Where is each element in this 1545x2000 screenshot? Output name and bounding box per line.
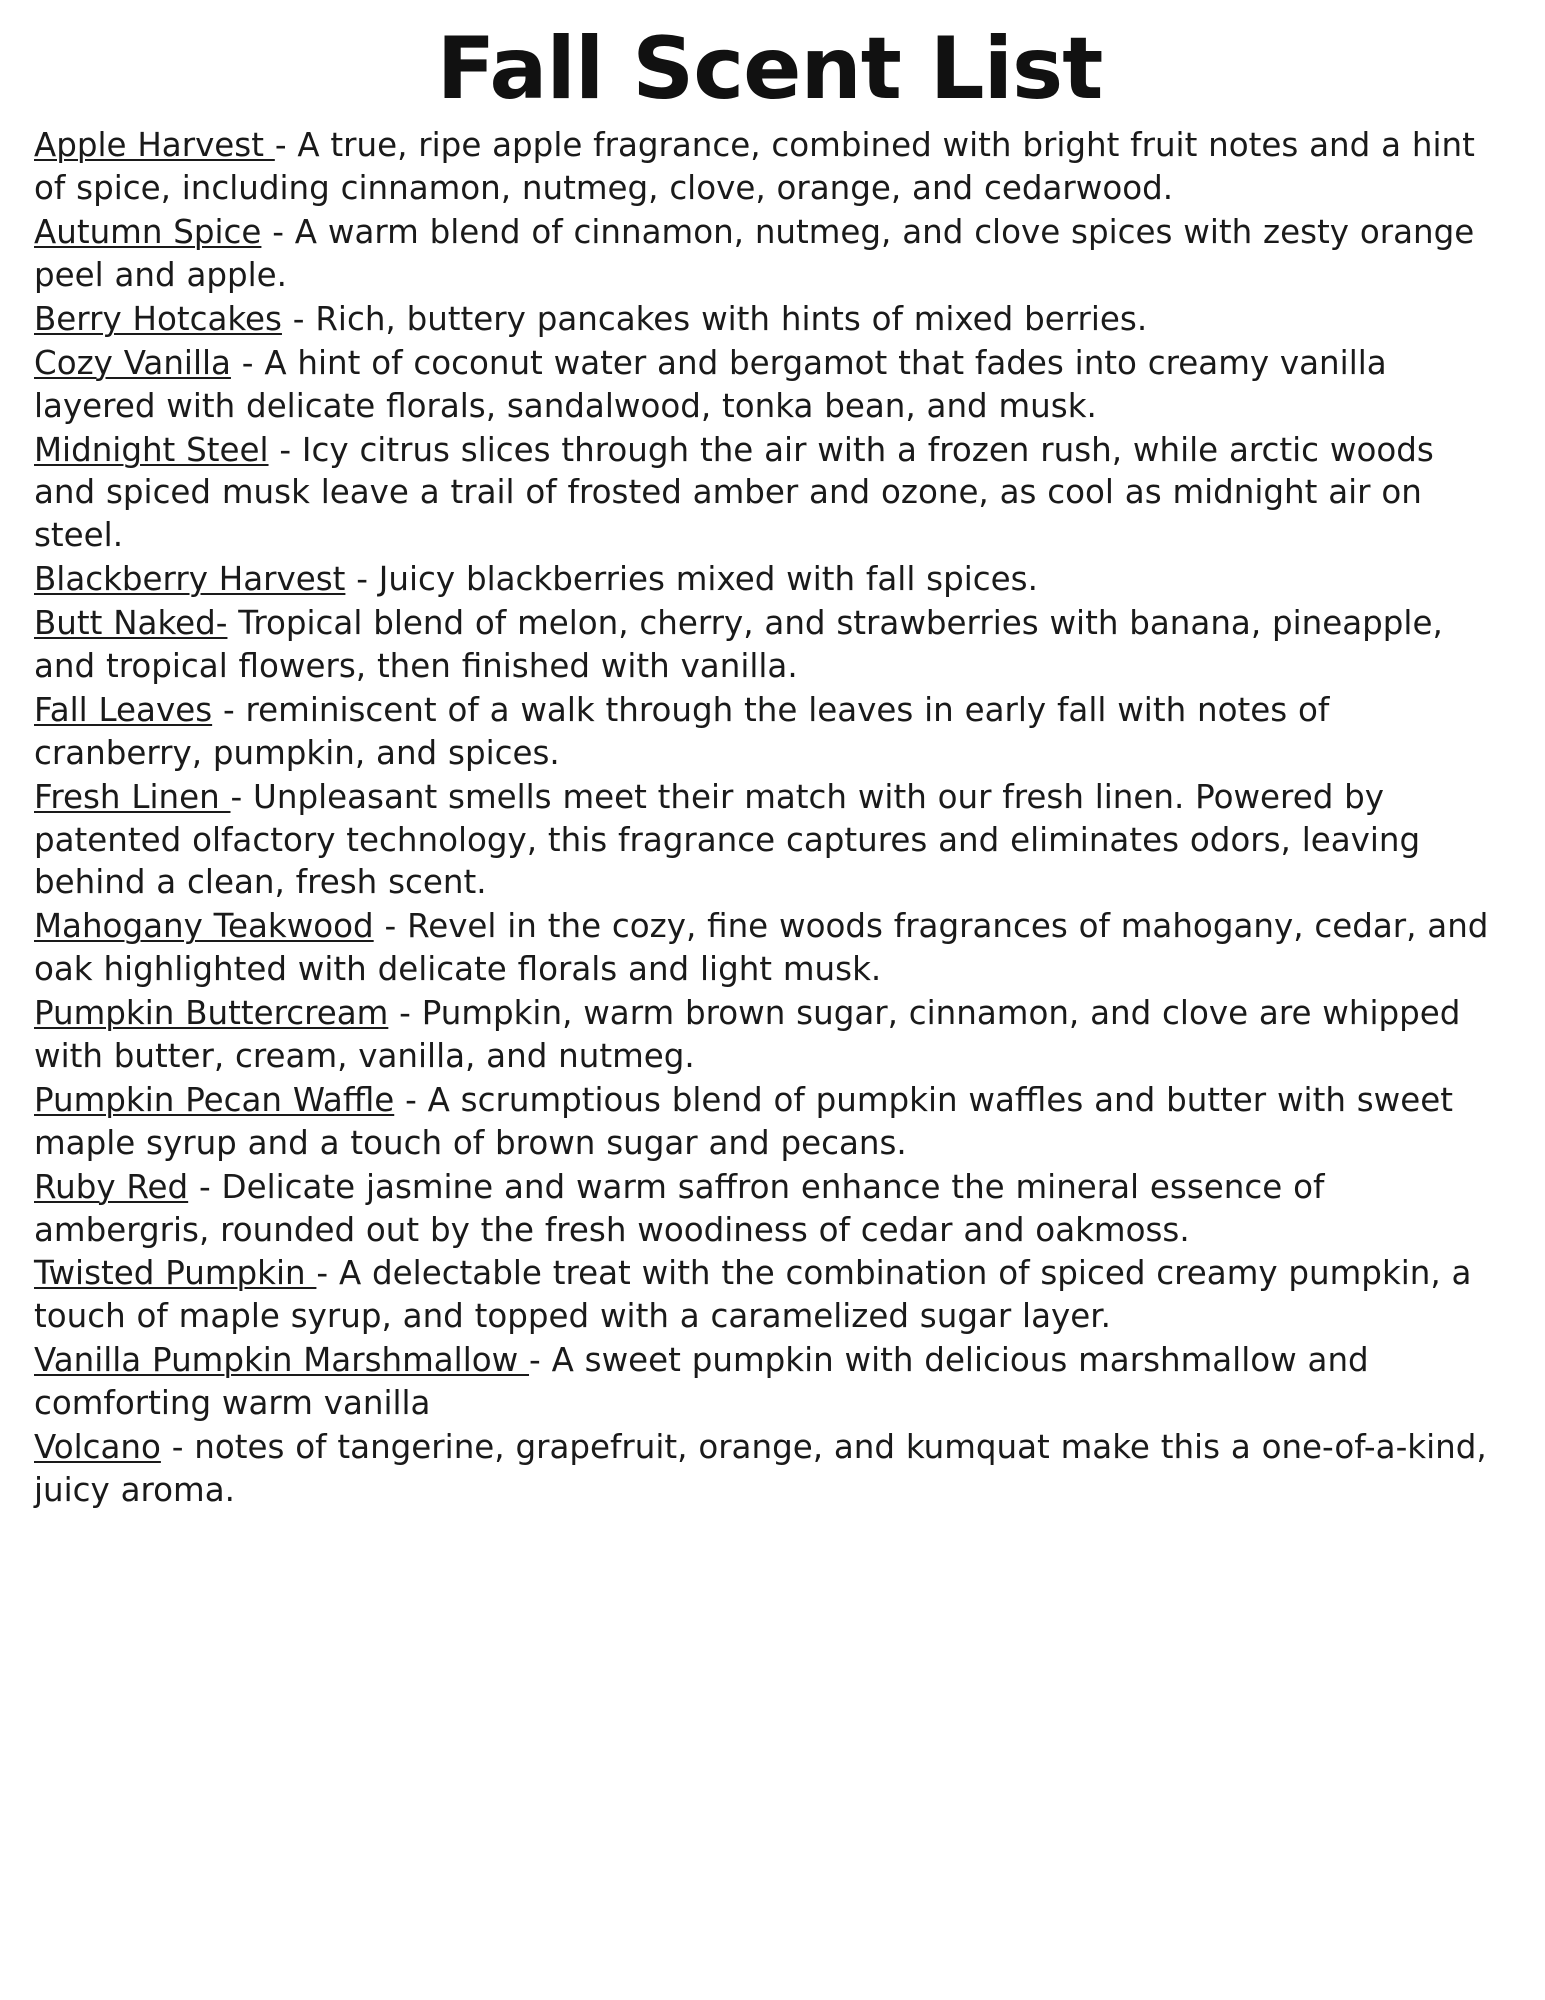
scent-name: Pumpkin Pecan Waffle (34, 1080, 395, 1119)
scent-name: Midnight Steel (34, 430, 269, 469)
scent-description: - Revel in the cozy, fine woods fragrances of mahogany, cedar, and oak highlighted with delicate florals and light musk. (34, 907, 1489, 989)
scent-name: Fall Leaves (34, 690, 213, 729)
scent-description: Tropical blend of melon, cherry, and strawberries with banana, pineapple, and tropical flowers, then finished with vanilla. (34, 604, 1443, 685)
list-item (34, 298, 1505, 341)
scent-description: - Rich, buttery pancakes with hints of mixed berries. (281, 299, 1148, 338)
list-item (34, 342, 1505, 428)
scent-description: - notes of tangerine, grapefruit, orange, and kumquat make this a one-of-a-kind, juicy aroma. (34, 1428, 1487, 1509)
list-item (34, 211, 1505, 297)
list-item (34, 1252, 1505, 1338)
list-item (34, 905, 1505, 991)
scent-description: - A warm blend of cinnamon, nutmeg, and clove spices with zesty orange peel and apple. (34, 213, 1475, 294)
scent-name: Fresh Linen (34, 777, 231, 816)
scent-name: Mahogany Teakwood (34, 907, 374, 946)
list-item (34, 1426, 1505, 1512)
scent-name: Twisted Pumpkin (34, 1254, 317, 1293)
scent-description: - Delicate jasmine and warm saffron enhance the mineral essence of ambergris, rounded out by the fresh woodiness of cedar and oakmoss. (34, 1167, 1325, 1249)
list-item (34, 429, 1505, 558)
list-item (34, 1339, 1505, 1425)
scent-name: Cozy Vanilla (34, 343, 231, 382)
scent-description: - Pumpkin, warm brown sugar, cinnamon, and clove are whipped with butter, cream, vanilla, and nutmeg. (34, 994, 1461, 1075)
scent-name: Blackberry Harvest (34, 560, 346, 599)
scent-name: Ruby Red (34, 1167, 189, 1206)
scent-description: - A hint of coconut water and bergamot that fades into creamy vanilla layered with delicate florals, sandalwood, tonka bean, and musk. (34, 343, 1387, 425)
scent-name: Pumpkin Buttercream (34, 994, 389, 1033)
scent-name: Autumn Spice (34, 213, 262, 252)
list-item (34, 1166, 1505, 1252)
list-item (34, 992, 1505, 1078)
list-item (34, 602, 1505, 688)
scent-name: Apple Harvest (34, 126, 275, 165)
list-item (34, 124, 1505, 210)
scent-description: - Juicy blackberries mixed with fall spices. (345, 560, 1038, 599)
scent-name: Butt Naked- (34, 604, 228, 643)
list-item (34, 1079, 1505, 1165)
scent-description: - Icy citrus slices through the air with a frozen rush, while arctic woods and spiced musk leave a trail of frosted amber and ozone, as cool as midnight air on steel. (34, 430, 1434, 555)
list-item (34, 689, 1505, 775)
list-item (34, 776, 1505, 905)
scent-description: - A sweet pumpkin with delicious marshmallow and comforting warm vanilla (34, 1341, 1369, 1423)
scent-description: - A true, ripe apple fragrance, combined with bright fruit notes and a hint of spice, including cinnamon, nutmeg, clove, orange, and cedarwood. (34, 126, 1475, 208)
scent-description: - reminiscent of a walk through the leaves in early fall with notes of cranberry, pumpkin, and spices. (34, 690, 1330, 772)
scent-name: Volcano (34, 1428, 161, 1467)
scent-name: Berry Hotcakes (34, 299, 282, 338)
scent-description: - Unpleasant smells meet their match with our fresh linen. Powered by patented olfactory technology, this fragrance captures and eliminates odors, leaving behind a clean, fresh scent. (34, 777, 1421, 902)
scent-name: Vanilla Pumpkin Marshmallow (34, 1341, 530, 1380)
scent-description: - A scrumptious blend of pumpkin waffles and butter with sweet maple syrup and a touch of brown sugar and pecans. (34, 1080, 1454, 1162)
page-title: Fall Scent List (436, 19, 1103, 119)
list-item (34, 558, 1505, 601)
scent-description: - A delectable treat with the combination of spiced creamy pumpkin, a touch of maple syrup, and topped with a caramelized sugar layer. (34, 1254, 1472, 1336)
scent-list (34, 124, 1505, 1512)
